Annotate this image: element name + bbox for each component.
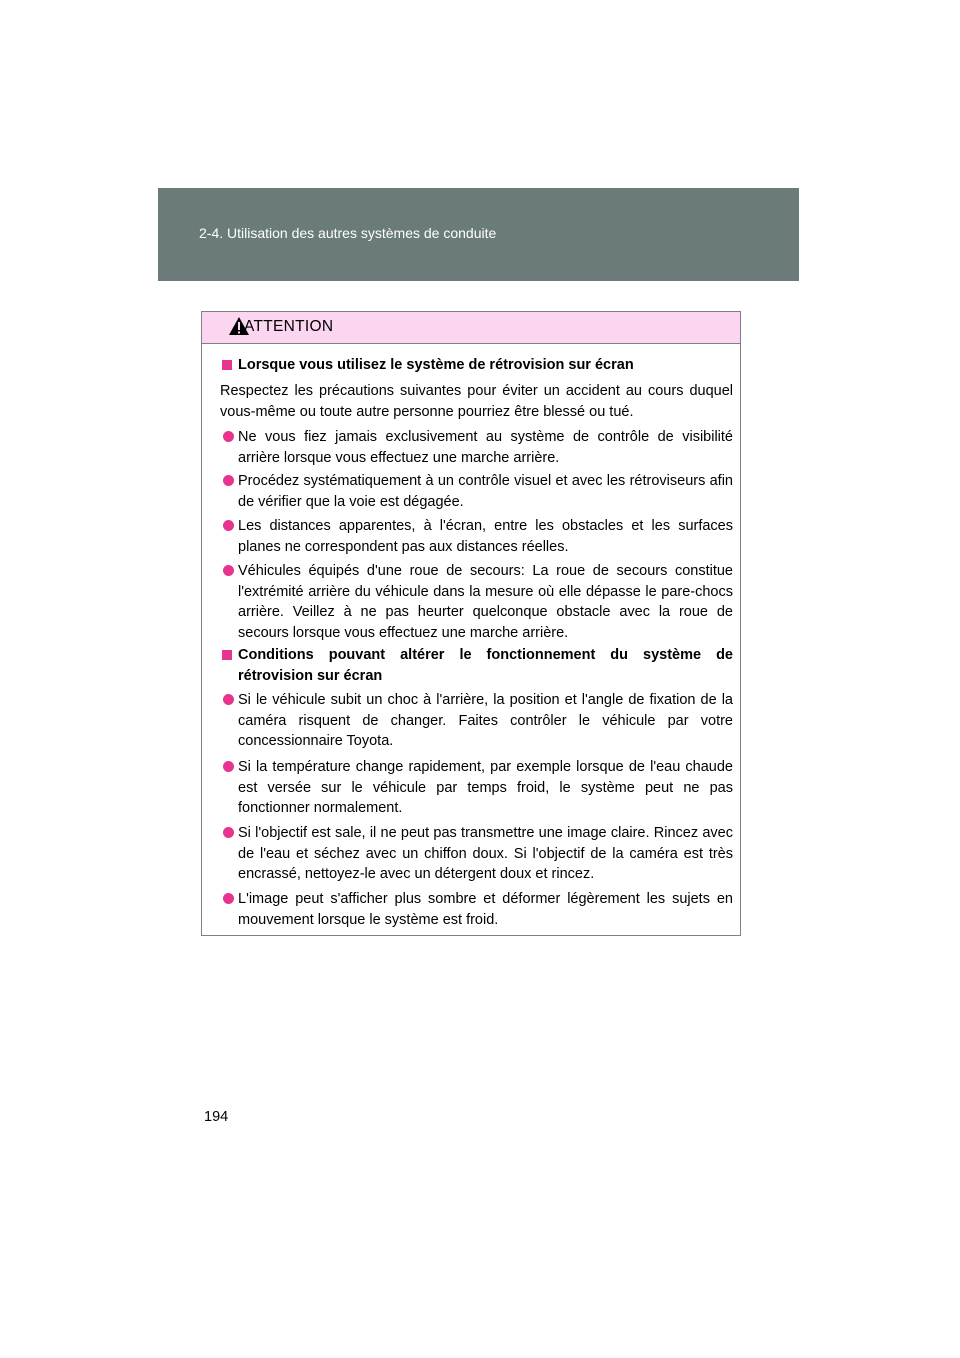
chapter-header-band [158, 188, 799, 281]
warning-box [201, 311, 741, 936]
list-item: Si le véhicule subit un choc à l'arrière, la position et l'angle de fixation de la caméra risquent de changer. Faites contrôler le véhicule par votre concessionnaire Toyota. [221, 690, 733, 752]
round-bullet-icon [223, 520, 234, 531]
round-bullet-icon [223, 694, 234, 705]
round-bullet-icon [223, 827, 234, 838]
round-bullet-icon [223, 475, 234, 486]
square-bullet-icon [222, 650, 232, 660]
round-bullet-icon [223, 893, 234, 904]
section-heading: Lorsque vous utilisez le système de rétrovision sur écran [220, 355, 733, 376]
intro-paragraph: Respectez les précautions suivantes pour éviter un accident au cours duquel vous-même ou toute autre personne pourriez être blessé ou tué. [220, 383, 733, 420]
warning-header [202, 312, 740, 344]
page-number: 194 [204, 1109, 229, 1125]
list-item: Si l'objectif est sale, il ne peut pas transmettre une image claire. Rincez avec de l'eau et séchez avec un chiffon doux. Si l'objectif de la caméra est très encrassé, nettoyez-le avec un détergent doux et rincez. [221, 823, 733, 885]
section-title: 2-4. Utilisation des autres systèmes de conduite [199, 225, 497, 241]
round-bullet-icon [223, 431, 234, 442]
list-item: Si la température change rapidement, par exemple lorsque de l'eau chaude est versée sur le véhicule par temps froid, le système peut ne pas fonctionner normalement. [221, 757, 733, 819]
square-bullet-icon [222, 360, 232, 370]
round-bullet-icon [223, 565, 234, 576]
list-item: Les distances apparentes, à l'écran, entre les obstacles et les surfaces planes ne correspondent pas aux distances réelles. [221, 516, 733, 557]
round-bullet-icon [223, 761, 234, 772]
section-heading: Conditions pouvant altérer le fonctionnement du système de rétrovision sur écran [220, 645, 733, 686]
list-item: Ne vous fiez jamais exclusivement au système de contrôle de visibilité arrière lorsque vous effectuez une marche arrière. [221, 427, 733, 468]
list-item: L'image peut s'afficher plus sombre et déformer légèrement les sujets en mouvement lorsque le système est froid. [221, 889, 733, 930]
list-item: Procédez systématiquement à un contrôle visuel et avec les rétroviseurs afin de vérifier que la voie est dégagée. [221, 471, 733, 512]
list-item: Véhicules équipés d'une roue de secours: La roue de secours constitue l'extrémité arrière du véhicule dans la mesure où elle dépasse le pare-chocs arrière. Veillez à ne pas heurter quelconque obstacle avec la roue de secours lorsque vous effectuez une marche arrière. [221, 561, 733, 643]
warning-title: ATTENTION [244, 318, 334, 335]
